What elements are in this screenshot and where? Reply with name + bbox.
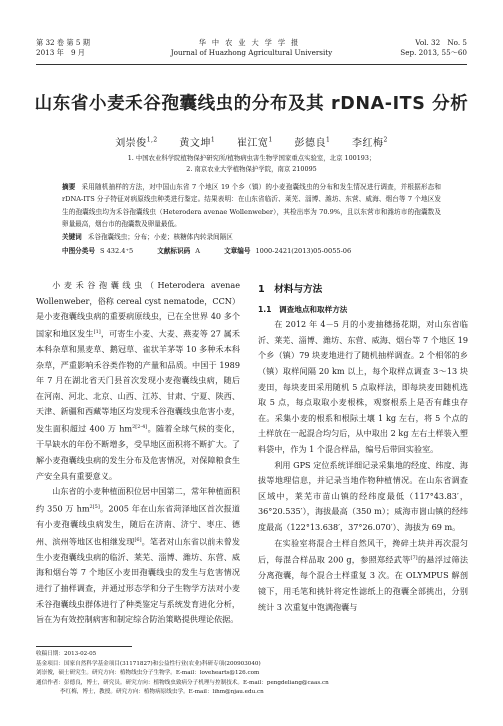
citation: [1] [93,328,101,335]
author: 刘崇俊$^{1,2}$ [115,136,158,149]
citation: [6] [134,536,142,543]
keywords-text: 禾谷孢囊线虫；分布；小麦；核糖体内转录间隔区 [87,233,233,241]
section-heading: 1 材料与方法 [258,284,323,295]
subsection-heading: 1.1 调查地点和取样方法 [258,304,348,314]
affiliation-1: 1. 中国农业科学院植物保护研究所/植物病虫害生物学国家重点实验室，北京 100193； [127,154,376,162]
footnote-author: 刘崇俊，硕士研究生。研究方向：植物线虫分子生物学。E-mail：lovehearts@126.com [36,670,260,677]
classification-line: 中图分类号 S 432.4⁺5 文献标识码 A 文章编号 1000-2421(2013)05-0055-06 [62,247,352,255]
document-code: A [195,247,200,255]
abstract [62,181,441,231]
header-issue: Vol. 32 No. 5 Sep. 2013, 55～60 [400,38,467,57]
footnote-funding: 基金项目：国家自然科学基金项目(31171827)和公益性行业(农业)科研专项(200903040) [36,660,261,667]
header-rule [36,64,467,65]
footnote-corresponding: 通信作者：彭德良，博士，研究员。研究方向：植物线虫致病分子机理与控制技术。E-mail：pengdeliang@caas.cn [36,679,329,686]
author-list [0,134,503,149]
footnote-rule [36,646,132,647]
body-left-column [36,278,240,628]
citation: [7] [410,555,418,562]
citation: 2[5] [89,503,100,510]
keywords-label: 关键词 [62,233,82,241]
clc-number: S 432.4⁺5 [99,247,134,255]
footnote-corresponding-2: 李红梅，博士，教授。研究方向：植物病原线虫学。E-mail：lihm@njau.edu.cn [60,689,264,696]
running-header [36,38,467,64]
methods-paragraph-2: 利用 GPS 定位系统详细记录采集地的经度、纬度、海拔等地理信息，并记录当地作物种植情况。在山东省调查区域中，莱芜市苗山镇的经纬度最低（117°43.83′，36°20.535′），海拔最高（350 m）；威海市崮山镇的经纬度最高（122°13.638′，37°26.070′）、海拔为 69 m。 [258,459,468,532]
author: 李红梅$^2$ [351,136,388,149]
abstract-label: 摘要 [62,183,76,191]
citation: 2[2-4] [132,424,148,431]
body-right-column [258,278,468,615]
methods-paragraph-1: 在 2012 年 4－5 月的小麦抽穗扬花期，对山东省临沂、莱芜、淄博、潍坊、东营、威海、烟台等 7 个地区 19 个乡（镇）79 块麦地进行了随机抽样调查。2 个相邻的乡（镇）取样间隔 20 km 以上，每个取样点调查 3～13 块麦田，每块麦田采用随机 5 点取样法，即每块麦田随机选取 5 点，每点取取小麦根株，观察根系上是否有雌虫存在。采集小麦的根系和根际土壤 1 kg 左右，将 5 个点的土样放在一起混合均匀后，从中取出 2 kg 左右土样装入塑料袋中，作为 1 个混合样品，编号后带回实验室。 [258,319,468,454]
intro-paragraph-1: 小麦禾谷孢囊线虫（Heterodera avenae Wollenweber，俗称 cereal cyst nematode，CCN）是小麦孢囊线虫病的重要病原线虫，已在全世界 40 多个国家和地区发生[1]，可寄生小麦、大麦、燕麦等 27 属禾本科杂草和黑麦草、鹅冠草、雀状羊茅等 10 多种禾本科杂草，严重影响禾谷类作物的产量和品质。中国于 1989 年 7 月在湖北省天门县首次发现小麦孢囊线虫病，随后在河南、河北、北京、山西、江苏、甘肃、宁夏、陕西、天津、新疆和西藏等地区均发现禾谷孢囊线虫危害小麦，发生面积超过 400 万 $hm^{2[2-4]}$。随着全球气候的变化，干旱缺水的年份不断增多，受旱地区面积将不断扩大。了解小麦孢囊线虫病的发生分布及危害情况，对保障粮食生产安全具有重要意义。 [36,280,240,481]
keywords [62,231,441,241]
paper-title: 山东省小麦禾谷孢囊线虫的分布及其 rDNA-ITS 分析 [34,94,469,114]
footnotes [36,650,467,698]
intro-paragraph-2: 山东省的小麦种植面积位居中国第二，常年种植面积约 350 万 $hm^{2[5]}$。2005 年在山东省菏泽地区首次报道有小麦孢囊线虫病发生，随后在济南、济宁、枣庄、德州、滨州等地区也相继发现[6]。笔者对山东省以前未曾发生小麦孢囊线虫病的临沂、莱芜、淄博、潍坊、东营、威海和烟台等 7 个地区小麦田孢囊线虫的发生与危害情况进行了抽样调查，并通过形态学和分子生物学方法对小麦禾谷孢囊线虫群体进行了种类鉴定与系统发育进化分析，旨在为有效控制病害和制定综合防治策略提供理论依据。 [36,486,240,625]
header-volume: 第 32 卷 第 5 期 2013 年 9 月 [36,38,90,57]
abstract-text: 采用随机抽样的方法，对中国山东省 7 个地区 19 个乡（镇）的小麦孢囊线虫的分布和发生情况进行调查，并根据形态和 rDNA-ITS 分子特征对病原线虫种类进行鉴定。结果表明：在山东省临沂、莱芜、淄博、潍坊、东营、威海、烟台等 7 个地区发生的孢囊线虫均为禾谷孢囊线虫（Heterodera avenae Wollenweber），其检出率为 70.9%，且以东营市和潍坊市的孢囊数及卵量最高，烟台市的孢囊数及卵量最低。 [62,183,442,229]
author: 崔江宽$^1$ [236,136,273,149]
header-journal: 华中农业大学学报 Journal of Huazhong Agricultural University [170,38,333,57]
author: 黄文坤$^1$ [179,136,216,149]
methods-paragraph-3: 在实验室将混合土样自然风干，搀碎土块并再次混匀后，每混合样品取 200 g，参照郑经武等[7]的悬浮过筛法分离孢囊，每个混合土样重复 3 次。在 OLYMPUS 解剖镜下，用毛笔和挑针将定性滤纸上的孢囊全部挑出，分别统计 3 次重复中饱满孢囊与 [258,537,468,612]
footnote-received: 收稿日期：2013-02-05 [36,651,97,657]
article-number: 1000-2421(2013)05-0055-06 [255,247,352,255]
author: 彭德良$^1$ [294,136,331,149]
affiliation-2: 2. 南京农业大学植物保护学院，南京 210095 [186,165,317,173]
